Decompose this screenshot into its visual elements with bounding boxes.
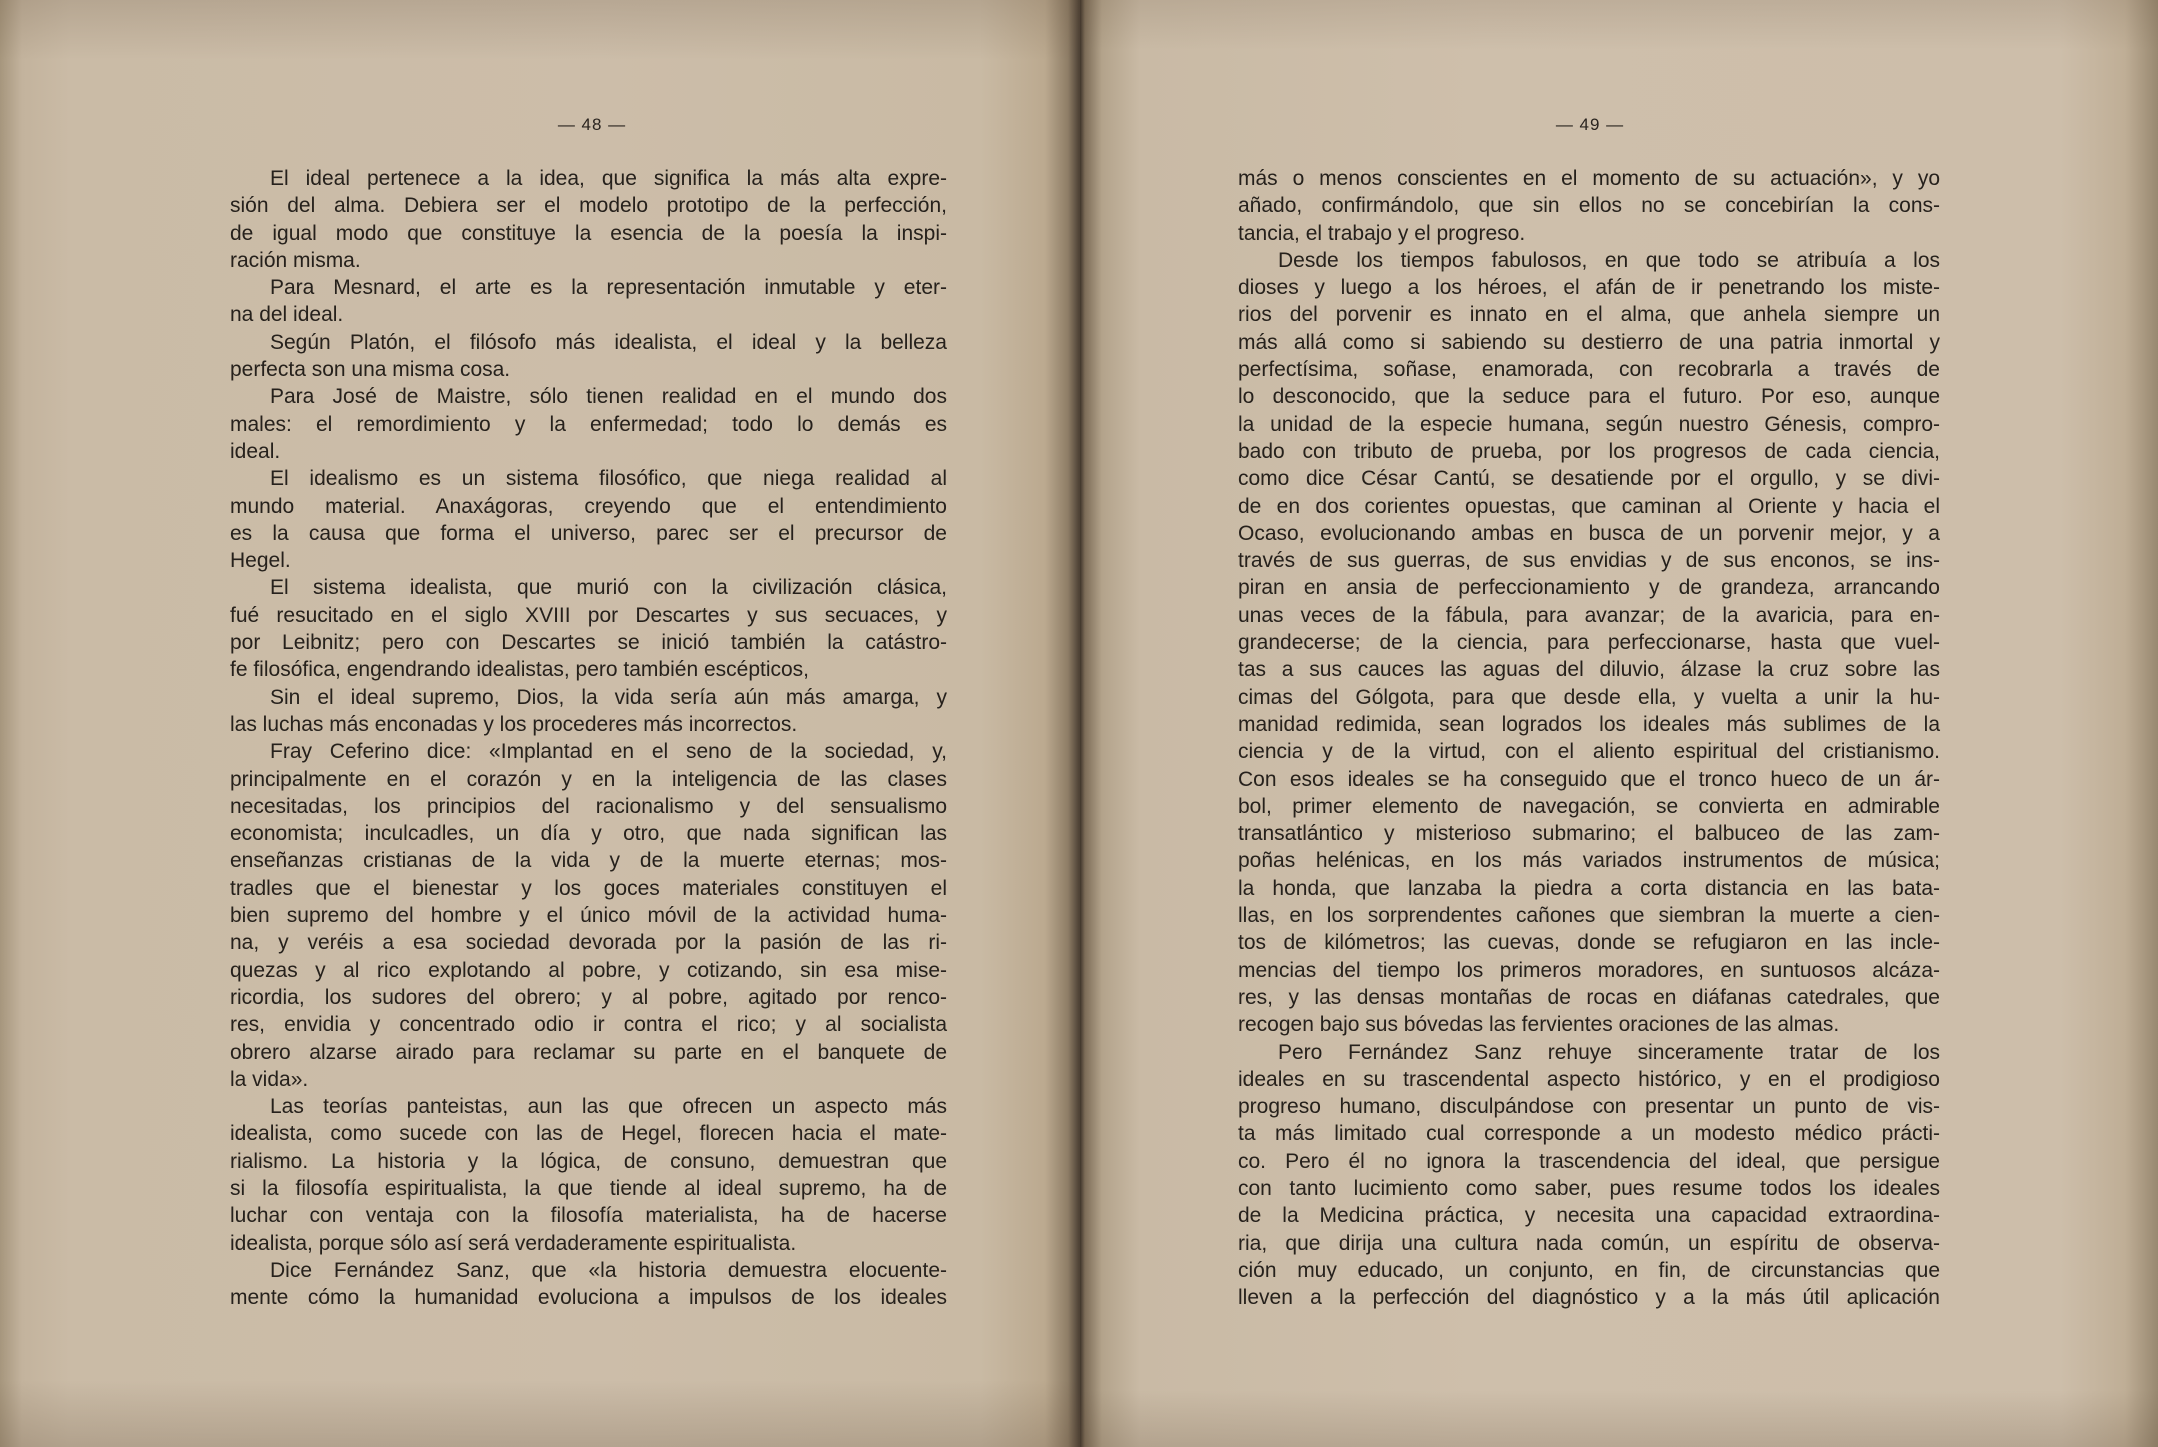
text-line: bado con tributo de prueba, por los progresos de cada ciencia, <box>1238 439 1940 463</box>
text-line: Desde los tiempos fabulosos, en que todo se atribuía a los <box>1278 248 1940 272</box>
text-line: transatlántico y misterioso submarino; el balbuceo de las zam- <box>1238 822 1940 846</box>
text-line: necesitadas, los principios del racionalismo y del sensualismo <box>230 794 947 818</box>
text-line: ción muy educado, un conjunto, en fin, de circunstancias que <box>1238 1258 1940 1282</box>
text-line: es la causa que forma el universo, parec ser el precursor de <box>230 521 947 545</box>
text-line: de la Medicina práctica, y necesita una capacidad extraordina- <box>1238 1204 1940 1228</box>
text-line: ricordia, los sudores del obrero; y al pobre, agitado por renco- <box>230 985 947 1009</box>
text-line: tos de kilómetros; las cuevas, donde se refugiaron en las incle- <box>1238 931 1940 955</box>
text-line: grandecerse; de la ciencia, para perfeccionarse, hasta que vuel- <box>1238 631 1940 655</box>
text-line: ciencia y de la virtud, con el aliento espiritual del cristianismo. <box>1238 740 1940 764</box>
text-line: la unidad de la especie humana, según nuestro Génesis, compro- <box>1238 412 1940 436</box>
text-line: poñas helénicas, en los más variados instrumentos de música; <box>1238 849 1940 873</box>
text-line: mente cómo la humanidad evoluciona a impulsos de los ideales <box>230 1286 947 1310</box>
text-line: res, envidia y concentrado odio ir contra el rico; y al socialista <box>230 1013 947 1037</box>
text-line: Ocaso, evolucionando ambas en busca de un porvenir mejor, y a <box>1238 521 1940 545</box>
text-line: por Leibnitz; pero con Descartes se inició también la catástro- <box>230 631 947 655</box>
text-line: lo desconocido, que la seduce para el futuro. Por eso, aunque <box>1238 385 1940 409</box>
text-line: través de sus guerras, de sus envidias y de sus enconos, se ins- <box>1238 549 1940 573</box>
paragraph <box>230 1093 947 1257</box>
text-line: rialismo. La historia y la lógica, de consuno, demuestran que <box>230 1149 947 1173</box>
text-line: recogen bajo sus bóvedas las fervientes oraciones de las almas. <box>1238 1013 1840 1037</box>
text-line: na del ideal. <box>230 303 344 327</box>
text-line: Según Platón, el filósofo más idealista, el ideal y la belleza <box>270 330 947 354</box>
page-text <box>230 165 947 1311</box>
paragraph <box>1238 1039 1940 1312</box>
text-line: fe filosófica, engendrando idealistas, pero también escépticos, <box>230 658 810 682</box>
text-line: bol, primer elemento de navegación, se convierta en admirable <box>1238 794 1940 818</box>
paragraph <box>230 1257 947 1312</box>
text-line: mencias del tiempo los primeros moradores, en suntuosos alcáza- <box>1238 958 1940 982</box>
text-line: Para Mesnard, el arte es la representación inmutable y eter- <box>270 276 947 300</box>
text-line: de en dos corientes opuestas, que caminan al Oriente y hacia el <box>1238 494 1940 518</box>
text-line: piran en ansia de perfeccionamiento y de grandeza, arrancando <box>1238 576 1940 600</box>
text-line: cimas del Gólgota, para que desde ella, y vuelta a unir la hu- <box>1238 685 1940 709</box>
paragraph <box>230 465 947 574</box>
text-line: economista; inculcadles, un día y otro, que nada significan las <box>230 822 947 846</box>
text-line: principalmente en el corazón y en la inteligencia de las clases <box>230 767 947 791</box>
text-line: Las teorías panteistas, aun las que ofrecen un aspecto más <box>270 1095 947 1119</box>
text-line: res, y las densas montañas de rocas en diáfanas catedrales, que <box>1238 985 1940 1009</box>
text-line: más allá como si sabiendo su destierro de una patria inmortal y <box>1238 330 1940 354</box>
text-line: llas, en los sorprendentes cañones que siembran la muerte a cien- <box>1238 904 1940 928</box>
text-line: manidad redimida, sean logrados los ideales más sublimes de la <box>1238 712 1940 736</box>
paragraph <box>230 684 947 739</box>
text-line: si la filosofía espiritualista, la que tiende al ideal supremo, ha de <box>230 1176 947 1200</box>
paragraph <box>230 274 947 329</box>
paragraph <box>230 574 947 683</box>
text-line: añado, confirmándolo, que sin ellos no se concebirían la cons- <box>1238 194 1940 218</box>
text-line: progreso humano, disculpándose con presentar un punto de vis- <box>1238 1095 1940 1119</box>
text-line: ria, que dirija una cultura nada común, un espíritu de observa- <box>1238 1231 1940 1255</box>
text-line: luchar con ventaja con la filosofía materialista, ha de hacerse <box>230 1204 947 1228</box>
text-line: enseñanzas cristianas de la vida y de la muerte eternas; mos- <box>230 849 947 873</box>
text-line: ideal. <box>230 439 281 463</box>
text-line: co. Pero él no ignora la trascendencia del ideal, que persigue <box>1238 1149 1940 1173</box>
text-line: Pero Fernández Sanz rehuye sinceramente tratar de los <box>1278 1040 1940 1064</box>
text-line: la vida». <box>230 1067 309 1091</box>
text-line: ta más limitado cual corresponde a un modesto médico prácti- <box>1238 1122 1940 1146</box>
text-line: con tanto lucimiento como saber, pues resume todos los ideales <box>1238 1176 1940 1200</box>
text-line: mundo material. Anaxágoras, creyendo que el entendimiento <box>230 494 947 518</box>
text-line: Con esos ideales se ha conseguido que el tronco hueco de un ár- <box>1238 767 1940 791</box>
text-line: obrero alzarse airado para reclamar su parte en el banquete de <box>230 1040 947 1064</box>
paragraph <box>1238 165 1940 247</box>
paragraph <box>1238 247 1940 1039</box>
text-line: Para José de Maistre, sólo tienen realidad en el mundo dos <box>270 385 947 409</box>
text-line: de igual modo que constituye la esencia de la poesía la inspi- <box>230 221 947 245</box>
text-line: dioses y luego a los héroes, el afán de ir penetrando los miste- <box>1238 276 1940 300</box>
paragraph <box>230 383 947 465</box>
paragraph <box>230 738 947 1093</box>
text-line: idealista, porque sólo así será verdaderamente espiritualista. <box>230 1231 797 1255</box>
page-number: — 48 — <box>557 115 627 134</box>
text-line: El ideal pertenece a la idea, que significa la más alta expre- <box>270 167 947 190</box>
text-line: na, y veréis a esa sociedad devorada por la pasión de las ri- <box>230 931 947 955</box>
text-line: como dice César Cantú, se desatiende por el orgullo, y se divi- <box>1238 467 1940 491</box>
text-line: lleven a la perfección del diagnóstico y a la más útil aplicación <box>1238 1286 1940 1310</box>
text-line: perfectísima, soñase, enamorada, con recobrarla a través de <box>1238 358 1940 382</box>
text-line: El idealismo es un sistema filosófico, que niega realidad al <box>270 467 947 491</box>
text-line: ración misma. <box>230 248 361 272</box>
text-line: bien supremo del hombre y el único móvil de la actividad huma- <box>230 904 947 928</box>
text-line: perfecta son una misma cosa. <box>230 358 511 382</box>
text-line: la honda, que lanzaba la piedra a corta distancia en las bata- <box>1238 876 1940 900</box>
text-line: sión del alma. Debiera ser el modelo prototipo de la perfección, <box>230 194 947 218</box>
text-line: tas a sus cauces las aguas del diluvio, álzase la cruz sobre las <box>1238 658 1940 682</box>
page-number: — 49 — <box>1555 115 1625 134</box>
text-line: Fray Ceferino dice: «Implantad en el seno de la sociedad, y, <box>270 740 947 764</box>
text-line: Dice Fernández Sanz, que «la historia demuestra elocuente- <box>270 1258 947 1282</box>
text-line: quezas y al rico explotando al pobre, y cotizando, sin esa mise- <box>230 958 947 982</box>
text-line: más o menos conscientes en el momento de su actuación», y yo <box>1238 167 1940 190</box>
text-line: rios del porvenir es innato en el alma, que anhela siempre un <box>1238 303 1940 327</box>
text-line: El sistema idealista, que murió con la civilización clásica, <box>270 576 947 600</box>
page-text <box>1238 165 1940 1311</box>
text-line: Hegel. <box>230 549 291 573</box>
text-line: unas veces de la fábula, para avanzar; de la avaricia, para en- <box>1238 603 1940 627</box>
text-line: las luchas más enconadas y los procederes más incorrectos. <box>230 712 798 736</box>
text-line: tradles que el bienestar y los goces materiales constituyen el <box>230 876 947 900</box>
paragraph <box>230 165 947 274</box>
right-page <box>1080 0 2158 1447</box>
text-line: fué resucitado en el siglo XVIII por Descartes y sus secuaces, y <box>230 603 947 627</box>
text-line: Sin el ideal supremo, Dios, la vida sería aún más amarga, y <box>270 685 947 709</box>
text-line: tancia, el trabajo y el progreso. <box>1238 221 1526 245</box>
paragraph <box>230 329 947 384</box>
text-line: ideales en su trascendental aspecto histórico, y en el prodigioso <box>1238 1067 1940 1091</box>
text-line: males: el remordimiento y la enfermedad; todo lo demás es <box>230 412 947 436</box>
text-line: idealista, como sucede con las de Hegel, florecen hacia el mate- <box>230 1122 947 1146</box>
